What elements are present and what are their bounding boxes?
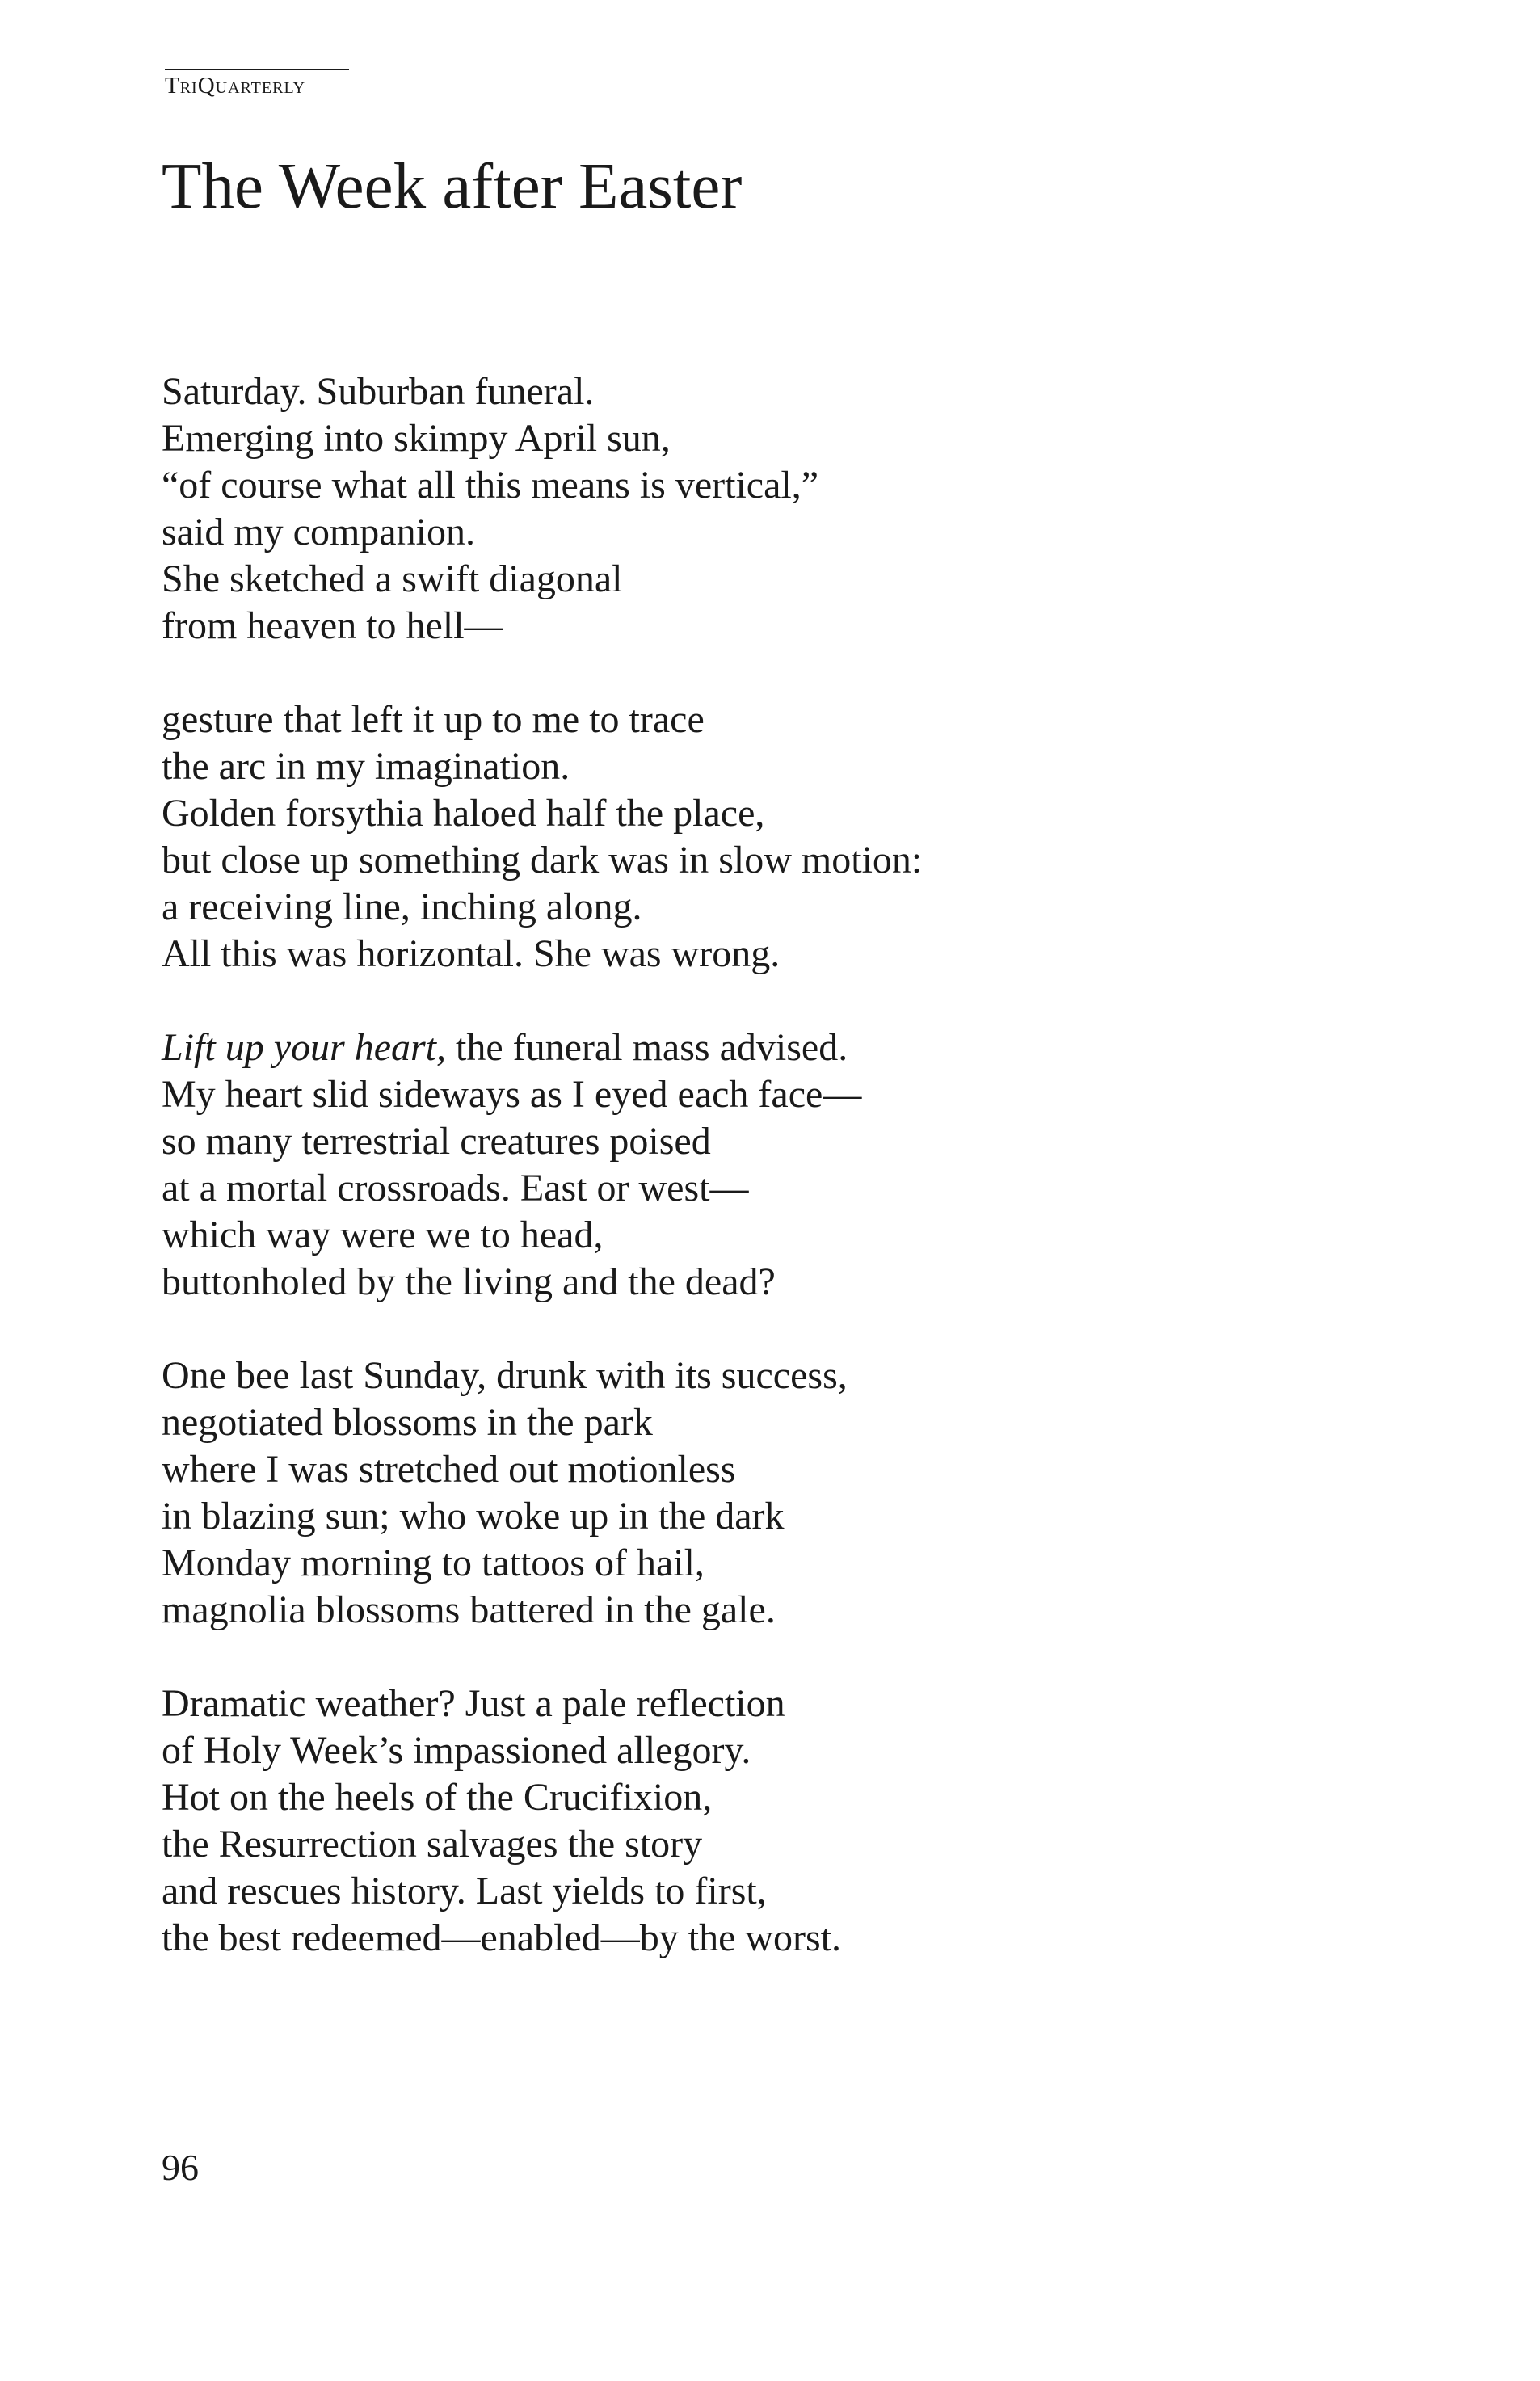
poem-line-rest: the funeral mass advised. (456, 1026, 848, 1069)
poem-line: the Resurrection salvages the story (162, 1823, 703, 1866)
poem-body (162, 368, 1422, 2009)
poem-line: so many terrestrial creatures poised (162, 1120, 711, 1163)
poem-line: One bee last Sunday, drunk with its success, (162, 1354, 848, 1397)
poem-line: where I was stretched out motionless (162, 1448, 736, 1491)
stanza-2 (162, 696, 1422, 978)
poem-line: negotiated blossoms in the park (162, 1401, 653, 1444)
page-number: 96 (162, 2147, 199, 2188)
stanza-1 (162, 368, 1422, 650)
poem-line: My heart slid sideways as I eyed each face— (162, 1073, 862, 1116)
poem-line: buttonholed by the living and the dead? (162, 1260, 776, 1303)
stanza-4 (162, 1352, 1422, 1634)
running-head-text: TriQuarterly (165, 73, 306, 99)
poem-line: said my companion. (162, 511, 475, 553)
poem-line: which way were we to head, (162, 1214, 604, 1256)
running-head-rule (165, 69, 349, 70)
poem-line: a receiving line, inching along. (162, 886, 642, 928)
poem-line: the best redeemed—enabled—by the worst. (162, 1916, 842, 1959)
poem-line: Dramatic weather? Just a pale reflection (162, 1682, 785, 1725)
poem-line: but close up something dark was in slow motion: (162, 839, 923, 881)
poem-line: and rescues history. Last yields to first, (162, 1870, 767, 1912)
poem-line: at a mortal crossroads. East or west— (162, 1167, 749, 1209)
poem-line: Emerging into skimpy April sun, (162, 417, 671, 460)
poem-line: She sketched a swift diagonal (162, 557, 623, 600)
running-head (165, 74, 305, 98)
poem-line (162, 1024, 1422, 1071)
poem-line: All this was horizontal. She was wrong. (162, 932, 781, 975)
poem-line: gesture that left it up to me to trace (162, 698, 705, 741)
poem-line: “of course what all this means is vertical,” (162, 464, 819, 507)
stanza-3 (162, 1024, 1422, 1306)
poem-title: The Week after Easter (162, 149, 743, 222)
poem-line: the arc in my imagination. (162, 745, 570, 788)
poem-line: Hot on the heels of the Crucifixion, (162, 1776, 713, 1819)
stanza-5 (162, 1681, 1422, 1962)
poem-line: magnolia blossoms battered in the gale. (162, 1588, 776, 1631)
poem-line: from heaven to hell— (162, 604, 503, 647)
poem-line: Saturday. Suburban funeral. (162, 370, 595, 413)
poem-line: Monday morning to tattoos of hail, (162, 1542, 705, 1584)
poem-line: Golden forsythia haloed half the place, (162, 792, 765, 835)
italic-phrase: Lift up your heart, (162, 1026, 447, 1069)
poem-line: in blazing sun; who woke up in the dark (162, 1495, 785, 1538)
poem-line: of Holy Week’s impassioned allegory. (162, 1729, 751, 1772)
